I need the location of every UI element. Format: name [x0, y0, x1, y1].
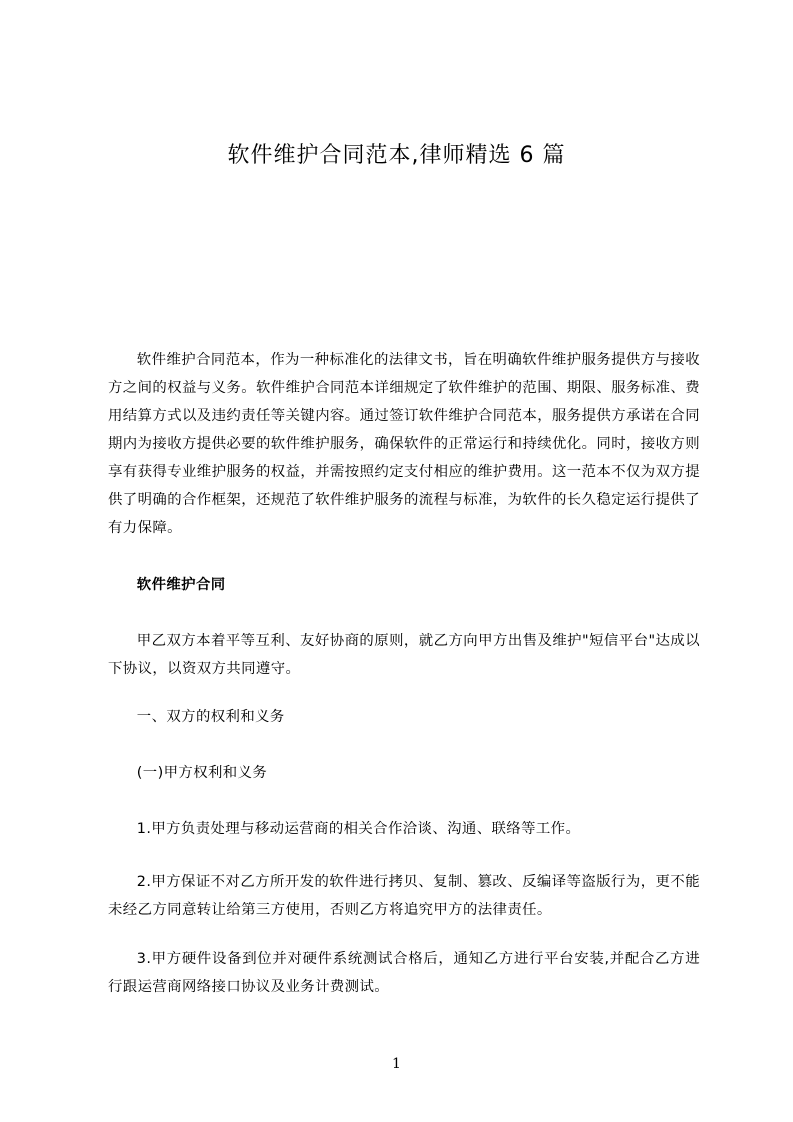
intro-paragraph: 软件维护合同范本，作为一种标准化的法律文书，旨在明确软件维护服务提供方与接收方之间的权益与义务。软件维护合同范本详细规定了软件维护的范围、期限、服务标准、费用结算方式以及违约责任等关键内容。通过签订软件维护合同范本，服务提供方承诺在合同期内为接收方提供必要的软件维护服务，确保软件的正常运行和持续优化。同时，接收方则享有获得专业维护服务的权益，并需按照约定支付相应的维护费用。这一范本不仅为双方提供了明确的合作框架，还规范了软件维护服务的流程与标准，为软件的长久稳定运行提供了有力保障。 — [108, 352, 700, 536]
contract-heading: 软件维护合同 — [136, 577, 226, 593]
document-title: 软件维护合同范本,律师精选 6 篇 — [227, 143, 566, 168]
subsection-heading: (一)甲方权利和义务 — [136, 765, 268, 781]
clause-3: 3.甲方硬件设备到位并对硬件系统测试合格后，通知乙方进行平台安装,并配合乙方进行跟运营商网络接口协议及业务计费测试。 — [108, 951, 700, 995]
clause-1: 1.甲方负责处理与移动运营商的相关合作洽谈、沟通、联络等工作。 — [136, 821, 581, 837]
page-number: 1 — [392, 1056, 401, 1072]
preamble-paragraph: 甲乙双方本着平等互利、友好协商的原则，就乙方向甲方出售及维护"短信平台"达成以下协议，以资双方共同遵守。 — [108, 633, 700, 677]
clause-2: 2.甲方保证不对乙方所开发的软件进行拷贝、复制、篡改、反编译等盗版行为，更不能未经乙方同意转让给第三方使用，否则乙方将追究甲方的法律责任。 — [108, 874, 700, 918]
section-heading: 一、双方的权利和义务 — [136, 709, 285, 725]
